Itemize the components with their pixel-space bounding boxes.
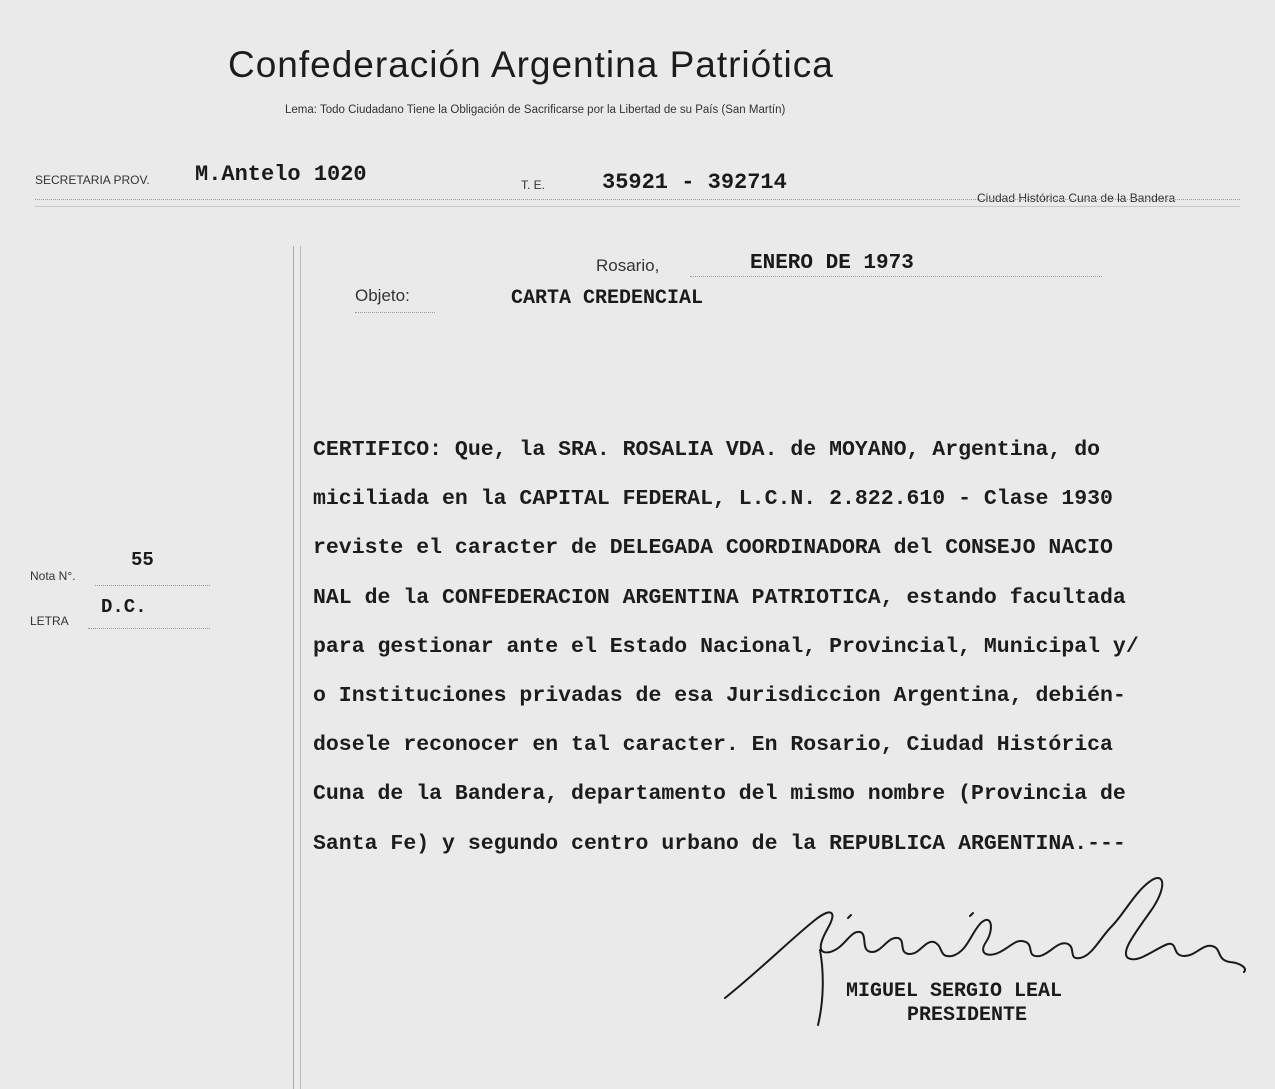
- body-line: o Instituciones privadas de esa Jurisdiccion Argentina, debién-: [313, 684, 1126, 709]
- body-line: Cuna de la Bandera, departamento del mismo nombre (Provincia de: [313, 782, 1126, 807]
- te-label: T. E.: [521, 178, 546, 192]
- body-line: reviste el caracter de DELEGADA COORDINADORA del CONSEJO NACIO: [313, 536, 1113, 561]
- margin-rule-inner: [300, 246, 301, 1089]
- objeto-underline: [355, 312, 435, 313]
- body-line: para gestionar ante el Estado Nacional, Provincial, Municipal y/: [313, 634, 1139, 659]
- certificate-body: [313, 426, 1248, 869]
- place-label: Rosario,: [596, 256, 660, 275]
- body-line: miciliada en la CAPITAL FEDERAL, L.C.N. 2.822.610 - Clase 1930: [313, 487, 1113, 512]
- secretaria-address: M.Antelo 1020: [195, 162, 367, 187]
- letra-label: LETRA: [30, 614, 69, 628]
- organization-title: Confederación Argentina Patriótica: [228, 44, 834, 85]
- nota-label: Nota N°.: [30, 569, 76, 583]
- header-divider-dotted: [35, 199, 1240, 200]
- city-motto: Ciudad Histórica Cuna de la Bandera: [977, 191, 1176, 205]
- body-line: NAL de la CONFEDERACION ARGENTINA PATRIOTICA, estando facultada: [313, 585, 1126, 610]
- objeto-value: CARTA CREDENCIAL: [511, 287, 704, 310]
- signer-title: PRESIDENTE: [907, 1004, 1028, 1027]
- nota-number: 55: [131, 549, 154, 571]
- date-underline: [690, 276, 1102, 277]
- letra-underline: [88, 628, 210, 629]
- body-line: Santa Fe) y segundo centro urbano de la REPUBLICA ARGENTINA.---: [313, 831, 1126, 856]
- phone-numbers: 35921 - 392714: [602, 170, 787, 195]
- date-value: ENERO DE 1973: [750, 252, 914, 275]
- motto-text: Lema: Todo Ciudadano Tiene la Obligación de Sacrificarse por la Libertad de su País (San Martín): [285, 104, 786, 116]
- body-line: CERTIFICO: Que, la SRA. ROSALIA VDA. de MOYANO, Argentina, do: [313, 438, 1101, 462]
- secretaria-label: SECRETARIA PROV.: [35, 173, 150, 187]
- margin-rule: [293, 246, 294, 1089]
- nota-underline: [95, 585, 210, 586]
- letra-value: D.C.: [101, 596, 147, 618]
- header-divider: [35, 206, 1240, 207]
- objeto-label: Objeto:: [355, 286, 410, 305]
- signer-name: MIGUEL SERGIO LEAL: [846, 980, 1063, 1003]
- body-line: dosele reconocer en tal caracter. En Rosario, Ciudad Histórica: [313, 733, 1113, 758]
